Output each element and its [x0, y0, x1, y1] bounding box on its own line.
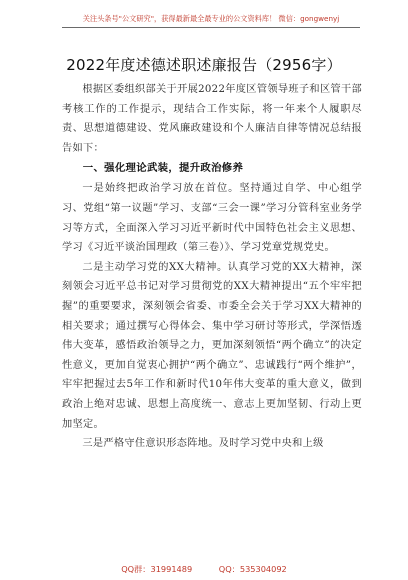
body-paragraph: 三是严格守住意识形态阵地。及时学习党中央和上级	[82, 438, 324, 450]
document-title: 2022年度述德述职述廉报告（2956字）	[66, 56, 342, 74]
header-banner: 关注头条号"公文研究"，获得最新最全最专业的公文资料库！ 微信：gongwenyj	[62, 14, 360, 28]
section-heading: 一、强化理论武装，提升政治修养	[82, 162, 244, 175]
qq-group-text: QQ群：31991489	[121, 564, 193, 574]
body-paragraph: 一是始终把政治学习放在首位。坚持通过自学、中心组学习、党组“第一议题”学习、支部“三会一课”学习分管科室业务学习等方式，全面深入学习习近平新时代中国特色社会主义思想、学习《习近平谈治国理政（第三卷）》、学习党章党规党史。	[62, 183, 362, 254]
body-paragraph: 二是主动学习党的XX大精神。认真学习党的XX大精神，深刻领会习近平总书记对学习贯彻党的XX大精神提出“五个牢牢把握”的重要要求，深刻领会省委、市委全会关于学习XX大精神的相关要求；通过撰写心得体会、集中学习研讨等形式，学深悟透伟大变革，感悟政治领导之力，更加深刻领悟“两个确立”的决定性意义，更加自觉衷心拥护“两个确立”、忠诚践行“两个维护”，牢牢把握过去5年工作和新时代10年伟大变革的重大意义，做到政治上绝对忠诚、思想上高度统一、意志上更加坚韧、行动上更加坚定。	[62, 261, 362, 430]
intro-paragraph: 根据区委组织部关于开展2022年度区管领导班子和区管干部考核工作的工作提示，现结合工作实际，将一年来个人履职尽责、思想道德建设、党风廉政建设和个人廉洁自律等情况总结报告如下：	[62, 84, 362, 154]
qq-contact-text: QQ：535304092	[218, 564, 287, 574]
footer-contacts	[0, 564, 408, 575]
document-body	[62, 80, 362, 454]
